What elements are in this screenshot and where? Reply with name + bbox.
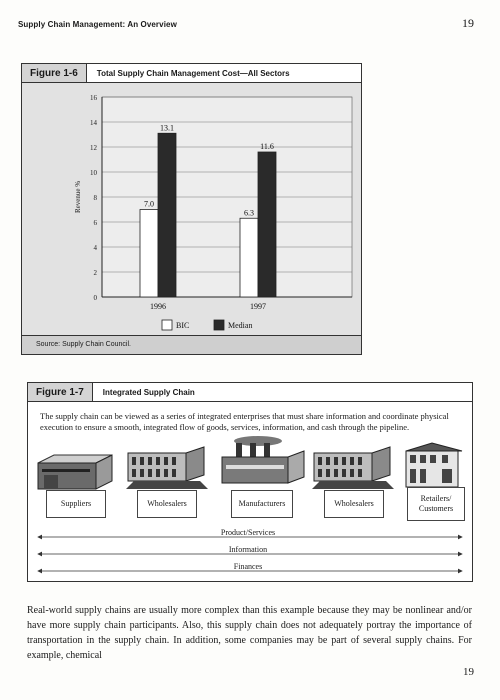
x-tick-label: 1997 xyxy=(250,302,266,311)
y-tick-label: 2 xyxy=(93,269,97,277)
y-tick-label: 8 xyxy=(93,194,97,202)
flow-information: Information xyxy=(228,545,268,554)
data-label: 7.0 xyxy=(144,199,154,209)
figure-header xyxy=(28,383,472,402)
y-tick-label: 6 xyxy=(93,219,97,227)
warehouse-icon xyxy=(36,453,116,493)
chart-area xyxy=(22,83,361,335)
figure-tag: Figure 1-7 xyxy=(28,383,93,401)
legend-label-median: Median xyxy=(228,321,253,330)
data-label: 11.6 xyxy=(260,142,274,151)
figure-tag: Figure 1-6 xyxy=(22,64,87,82)
figure-caption: Total Supply Chain Management Cost—All Sectors xyxy=(96,68,290,78)
y-tick-label: 10 xyxy=(90,169,97,177)
bar-median-1996 xyxy=(158,133,176,297)
bar-chart xyxy=(22,83,361,335)
y-axis-label: Revenue % xyxy=(74,180,82,214)
bar-median-1997 xyxy=(258,152,276,297)
y-tick-label: 14 xyxy=(90,119,97,127)
figure-description: The supply chain can be viewed as a series of integrated enterprises that must share information and coordinate physical execution to ensure a smooth, integrated flow of goods, services, information, and cash through the pipeline. xyxy=(40,411,449,432)
entity-suppliers: Suppliers xyxy=(46,490,106,518)
y-tick-label: 4 xyxy=(93,244,97,252)
paragraph-text: Real-world supply chains are usually more complex than this example because they may be nonlinear and/or have more supply chain participants. Also, this supply chain does not adequately portray the importance of transportation in the supply chain. In addition, some companies may be part of several supply chains. For example, chemical xyxy=(27,605,472,661)
data-label: 6.3 xyxy=(244,208,254,218)
legend-swatch-median xyxy=(214,320,224,330)
legend-swatch-bic xyxy=(162,320,172,330)
source-text: Source: Supply Chain Council. xyxy=(36,341,131,348)
bar-bic-1997 xyxy=(240,218,258,297)
running-header: Supply Chain Management: An Overview xyxy=(18,20,177,29)
entity-wholesalers-2: Wholesalers xyxy=(324,490,384,518)
y-tick-label: 12 xyxy=(90,144,97,152)
legend-label-bic: BIC xyxy=(176,321,190,330)
entity-retailers-customers: Retailers/ Customers xyxy=(407,487,465,521)
figure-header xyxy=(22,64,361,83)
wholesaler-building-icon xyxy=(124,445,210,491)
wholesaler-building-icon xyxy=(310,445,396,491)
flow-product-services: Product/Services xyxy=(220,528,276,537)
figure-1-7 xyxy=(27,382,473,582)
x-tick-label: 1996 xyxy=(150,302,166,311)
flow-finances: Finances xyxy=(233,562,263,571)
header-page-number: 19 xyxy=(462,16,474,30)
storefront-icon xyxy=(402,441,466,491)
figure-source xyxy=(22,335,361,354)
y-tick-label: 0 xyxy=(93,294,97,302)
entity-manufacturers: Manufacturers xyxy=(231,490,293,518)
figure-caption: Integrated Supply Chain xyxy=(102,387,195,397)
figure-1-6 xyxy=(21,63,362,355)
bar-bic-1996 xyxy=(140,210,158,298)
footer-page-number: 19 xyxy=(463,666,474,678)
y-tick-label: 16 xyxy=(90,94,97,102)
factory-icon xyxy=(218,435,310,491)
data-label: 13.1 xyxy=(160,123,174,133)
body-paragraph xyxy=(27,603,472,663)
entity-wholesalers: Wholesalers xyxy=(137,490,197,518)
